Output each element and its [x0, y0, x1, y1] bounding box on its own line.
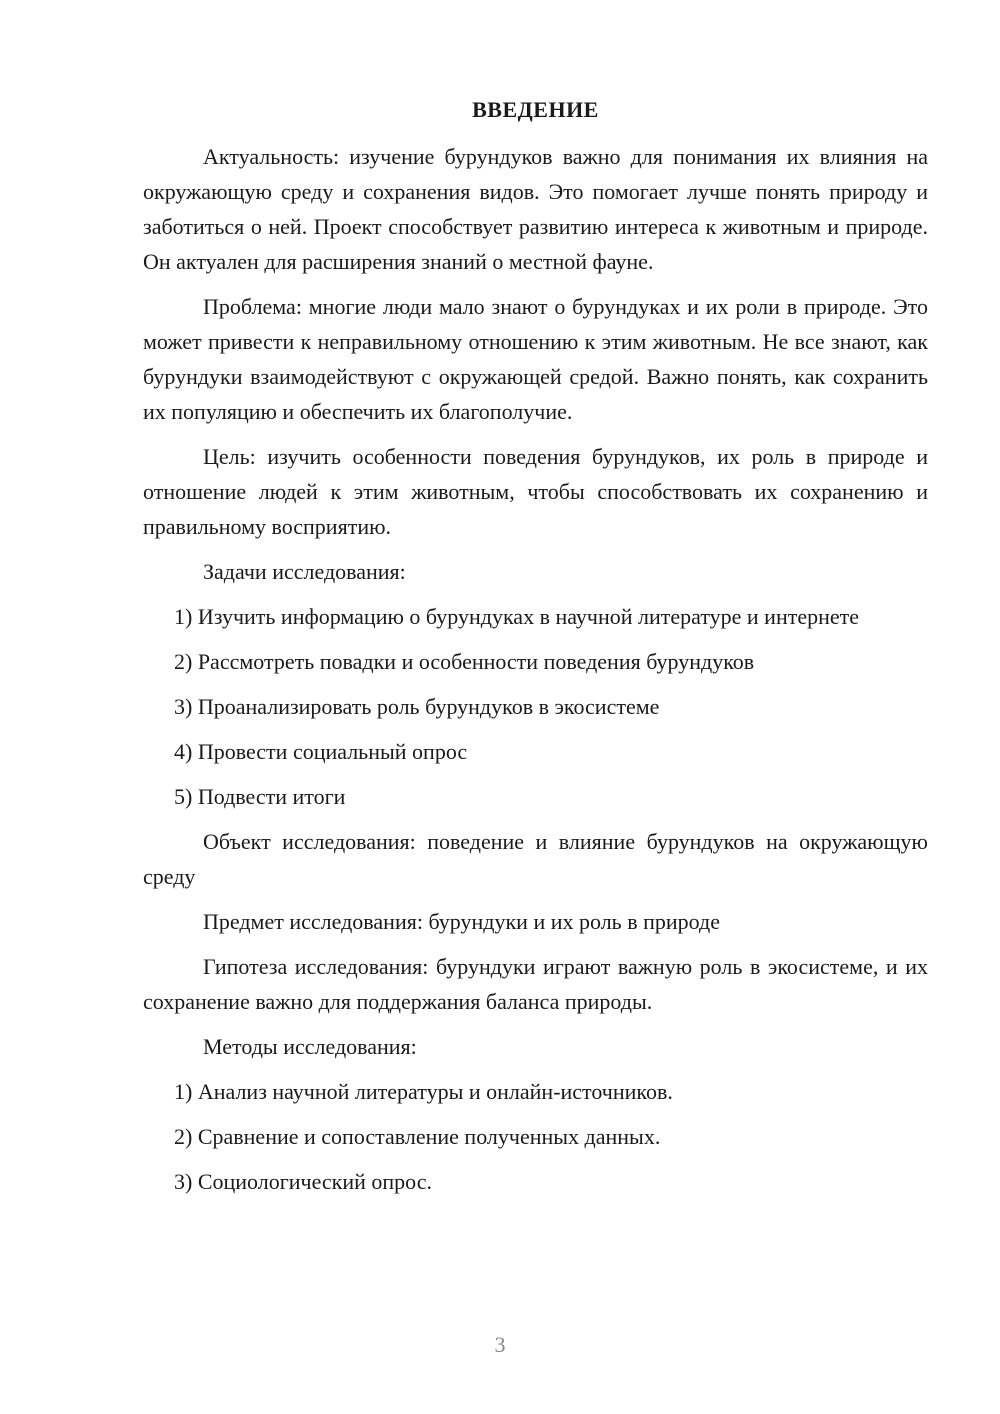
object-paragraph: Объект исследования: поведение и влияние бурундуков на окружающую среду [143, 829, 928, 889]
task-item: 5) Подвести итоги [174, 784, 346, 809]
hypothesis-paragraph: Гипотеза исследования: бурундуки играют важную роль в экосистеме, и их сохранение важно для поддержания баланса природы. [143, 954, 928, 1014]
problem-paragraph: Проблема: многие люди мало знают о бурундуках и их роли в природе. Это может привести к неправильному отношению к этим животным. Не все знают, как бурундуки взаимодействуют с окружающей средой. Важно понять, как сохранить их популяцию и обеспечить их благополучие. [143, 294, 928, 424]
tasks-heading: Задачи исследования: [203, 559, 406, 584]
goal-paragraph: Цель: изучить особенности поведения бурундуков, их роль в природе и отношение людей к этим животным, чтобы способствовать их сохранению и правильному восприятию. [143, 444, 928, 539]
relevance-paragraph: Актуальность: изучение бурундуков важно для понимания их влияния на окружающую среду и сохранения видов. Это помогает лучше понять природу и заботиться о ней. Проект способствует развитию интереса к животным и природе. Он актуален для расширения знаний о местной фауне. [143, 144, 928, 274]
method-item: 1) Анализ научной литературы и онлайн-источников. [174, 1079, 673, 1104]
methods-heading: Методы исследования: [203, 1034, 417, 1059]
subject-paragraph: Предмет исследования: бурундуки и их роль в природе [203, 909, 720, 934]
document-page [143, 92, 928, 1209]
method-item: 2) Сравнение и сопоставление полученных данных. [174, 1124, 661, 1149]
task-item: 2) Рассмотреть повадки и особенности поведения бурундуков [174, 649, 755, 674]
section-title: ВВЕДЕНИЕ [472, 97, 599, 122]
page-number: 3 [494, 1332, 506, 1357]
task-item: 3) Проанализировать роль бурундуков в экосистеме [174, 694, 660, 719]
method-item: 3) Социологический опрос. [174, 1169, 432, 1194]
task-item: 4) Провести социальный опрос [174, 739, 468, 764]
task-item: 1) Изучить информацию о бурундуках в научной литературе и интернете [174, 604, 860, 629]
